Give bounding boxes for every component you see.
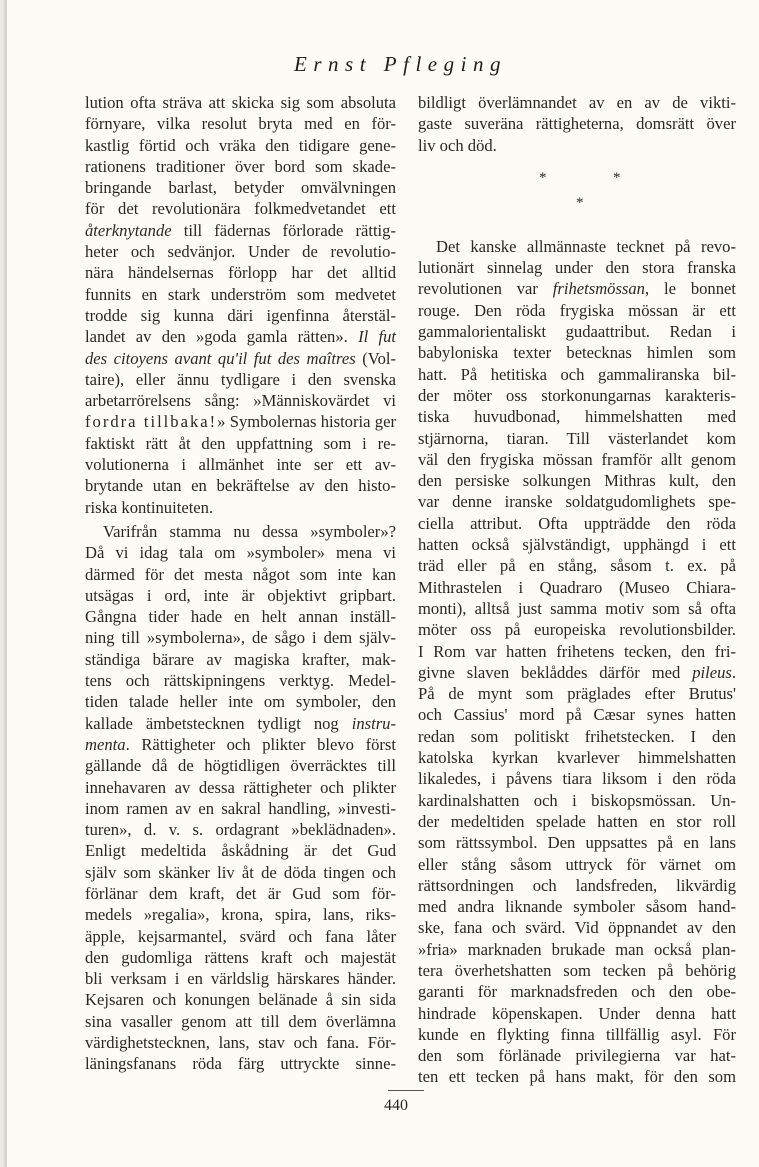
text-line: babyloniska texter betecknas himlen som <box>418 343 736 363</box>
text-line: värdighetstecknen, lans, stav och fana. För- <box>85 1033 396 1053</box>
text-line: därmed för det mesta något som inte kan <box>85 564 396 584</box>
italic-phrase: menta <box>85 734 126 754</box>
text-line: med andra liknande symboler såsom hand- <box>418 897 736 917</box>
text-line: ständiga bärare av magiska krafter, mak- <box>85 649 396 669</box>
text-line: innehavaren av dessa rättigheter och plikter <box>85 777 396 797</box>
text-line: liv och död. <box>418 135 497 155</box>
text-line: kunde en flykting finna tillfällig asyl. För <box>418 1024 736 1044</box>
asterisk-ornament: * <box>576 194 584 211</box>
text-line: givne slaven beklåddes därför med pileus. <box>418 662 736 682</box>
folio-rule <box>388 1090 424 1091</box>
text-line: volutionerna i allmänhet inte ser ett av- <box>85 455 396 475</box>
text-line: kastlig förtid och vräka den tidigare gene- <box>85 135 396 155</box>
text-line: den som förlänade privilegierna var hat- <box>418 1046 736 1066</box>
text-line: kallade ämbetstecknen tydligt nog instru- <box>85 713 396 733</box>
text-line: återknytande till fädernas förlorade rättig- <box>85 220 396 240</box>
text-line: lutionärt sinnelag under den stora franska <box>418 258 736 278</box>
text-line: själv som skänker liv åt de döda tingen och <box>85 862 396 882</box>
text-line: läningsfanans röda färg uttryckte sinne- <box>85 1054 396 1074</box>
page-edge <box>0 0 7 1167</box>
italic-phrase: instru- <box>351 713 396 733</box>
text-line: eller stång såsom uttryck för värnet om <box>418 854 736 874</box>
text-line: tiden talade heller inte om symboler, den <box>85 692 396 712</box>
italic-phrase: des citoyens avant qu'il fut des maîtres <box>85 348 356 368</box>
text-line: ske, fana och svärd. Vid öppnandet av den <box>418 918 736 938</box>
text-line: trodde sig kunna däri igenfinna återstäl- <box>85 305 396 325</box>
text-line: för det revolutionära folkmedvetandet ett <box>85 199 396 219</box>
text-line: taire), eller ännu tydligare i den svenska <box>85 369 396 389</box>
text-line: äpple, kejsarmantel, svärd och fana låter <box>85 926 396 946</box>
text-line: nära händelsernas förlopp har det alltid <box>85 263 396 283</box>
text-line: garanti för marknadsfreden och den obe- <box>418 982 736 1002</box>
text-line: Kejsaren och konungen belänade å sin sida <box>85 990 396 1010</box>
text-line: träd eller på en stång, såsom t. ex. på <box>418 556 736 576</box>
text-line: stjärnorna, tiaran. Till västerlandet kom <box>418 428 736 448</box>
text-line: Enligt medeltida åskådning är det Gud <box>85 841 396 861</box>
text-line: hindrade köpenskapen. Under denna hatt <box>418 1003 736 1023</box>
paragraph <box>85 92 396 518</box>
text-line: riska kontinuiteten. <box>85 497 214 517</box>
text-line: utsägas i ord, inte är objektivt gripbart. <box>85 585 396 605</box>
text-line: sina vasaller genom att till dem överlämna <box>85 1011 396 1031</box>
text-line: den gudomliga rättens kraft och majestät <box>85 947 396 967</box>
text-line: des citoyens avant qu'il fut des maîtres (Vol- <box>85 348 396 368</box>
text-line: hatten också självständigt, upphängd i ett <box>418 535 736 555</box>
text-line: Det kanske allmännaste tecknet på revo- <box>436 236 736 256</box>
spaced-phrase: fordra tillbaka! <box>85 412 218 432</box>
section-break <box>418 156 736 236</box>
text-line: inom ramen av en sakral handling, »investi- <box>85 798 396 818</box>
text-line: som rättssymbol. Den uppsattes på en lans <box>418 833 736 853</box>
text-line: monti), alltså just samma motiv som så ofta <box>418 598 736 618</box>
paragraph <box>418 92 736 156</box>
text-line: gammalorientaliskt gudaattribut. Redan i <box>418 322 736 342</box>
text-line: väl den frygiska mössan framför allt genom <box>418 449 736 469</box>
text-line: funnits en stark underström som medvetet <box>85 284 396 304</box>
text-line: turen», d. v. s. ordagrant »beklädnaden». <box>85 820 396 840</box>
text-line: faktiskt rätt åt den uppfattning som i re- <box>85 433 396 453</box>
asterisk-ornament: * <box>539 169 547 186</box>
text-line: Mithrastelen i Quadraro (Museo Chiara- <box>418 577 736 597</box>
text-line: der medeltiden spelade hatten en stor roll <box>418 811 736 831</box>
text-line: likaledes, i påvens tiara liksom i den röda <box>418 769 736 789</box>
text-line: kardinalshatten och i biskopsmössan. Un- <box>418 790 736 810</box>
text-line: förlänar dem kraft, det är Gud som för- <box>85 883 396 903</box>
text-line: fordra tillbaka!» Symbolernas historia ger <box>85 412 396 432</box>
italic-phrase: pileus <box>692 662 732 682</box>
text-line: gällande då de högtidligen överräcktes till <box>85 756 396 776</box>
text-line: Varifrån stamma nu dessa »symboler»? <box>103 521 396 541</box>
text-line: katolska kyrkan kvarlever himmelshatten <box>418 748 736 768</box>
text-line: På de mynt som präglades efter Brutus' <box>418 684 736 704</box>
text-line: bringande barlast, betyder omvälvningen <box>85 178 396 198</box>
text-line: menta. Rättigheter och plikter blevo först <box>85 734 396 754</box>
italic-phrase: Il fut <box>358 327 396 347</box>
text-line: Då vi idag tala om »symboler» mena vi <box>85 543 396 563</box>
page-number: 440 <box>384 1097 408 1114</box>
right-column <box>418 92 736 1088</box>
text-line: Gångna tider hade en helt annan inställ- <box>85 607 396 627</box>
left-column <box>85 92 396 1075</box>
text-line: rationens traditioner över bord som skade- <box>85 156 396 176</box>
text-line: ten ett tecken på hans makt, för den som <box>418 1067 736 1087</box>
text-line: hatt. På hetitiska och gammaliranska bil- <box>418 364 736 384</box>
asterisk-ornament: * <box>613 169 621 186</box>
text-line: brytande utan en bekräftelse av den histo- <box>85 476 396 496</box>
paragraph <box>418 236 736 1088</box>
text-line: bli verksam i en världslig härskares händer. <box>85 969 396 989</box>
text-line: tera överhetshatten som tecken på behörig <box>418 960 736 980</box>
text-line: ning till »symbolerna», de sågo i dem själv- <box>85 628 396 648</box>
text-line: revolutionen var frihetsmössan, le bonnet <box>418 279 736 299</box>
text-line: gaste suveräna rättigheterna, domsrätt över <box>418 114 736 134</box>
text-line: och Cassius' mord på Cæsar synes hatten <box>418 705 736 725</box>
text-line: tens och rättskipningens verktyg. Medel- <box>85 671 396 691</box>
text-line: landet av den »goda gamla rätten». Il fut <box>85 327 396 347</box>
text-line: förnyare, vilka resolut bryta med en för- <box>85 114 396 134</box>
running-head: Ernst Pfleging <box>294 52 507 76</box>
text-line: der möter oss storkonungarnas karakteris- <box>418 385 736 405</box>
text-line: redan som politiskt frihetstecken. I den <box>418 726 736 746</box>
text-line: bildligt överlämnandet av en av de vikti- <box>418 93 736 112</box>
text-line: ciella attribut. Ofta uppträdde den röda <box>418 513 736 533</box>
text-line: tiska huvudbonad, himmelshatten med <box>418 407 736 427</box>
text-line: arbetarrörelsens sång: »Människovärdet vi <box>85 391 396 411</box>
text-line: lution ofta sträva att skicka sig som absoluta <box>85 93 396 112</box>
paragraph <box>85 521 396 1075</box>
text-line: »fria» marknaden brukade man också plan- <box>418 939 736 959</box>
text-line: rouge. Den röda frygiska mössan är ett <box>418 300 736 320</box>
text-line: I Rom var hatten frihetens tecken, den fri- <box>418 641 736 661</box>
text-line: medels »regalia», krona, spira, lans, riks- <box>85 905 396 925</box>
text-line: den persiske solkungen Mithras kult, den <box>418 471 736 491</box>
text-line: möter oss på europeiska revolutionsbilder. <box>418 620 736 640</box>
text-line: var denne iranske soldatgudomlighets spe- <box>418 492 736 512</box>
italic-phrase: frihetsmössan <box>552 279 645 299</box>
text-line: rättsordningen och landsfreden, likvärdig <box>418 875 736 895</box>
text-line: heter och sedvänjor. Under de revolutio- <box>85 242 396 262</box>
italic-phrase: återknytande <box>85 220 172 240</box>
